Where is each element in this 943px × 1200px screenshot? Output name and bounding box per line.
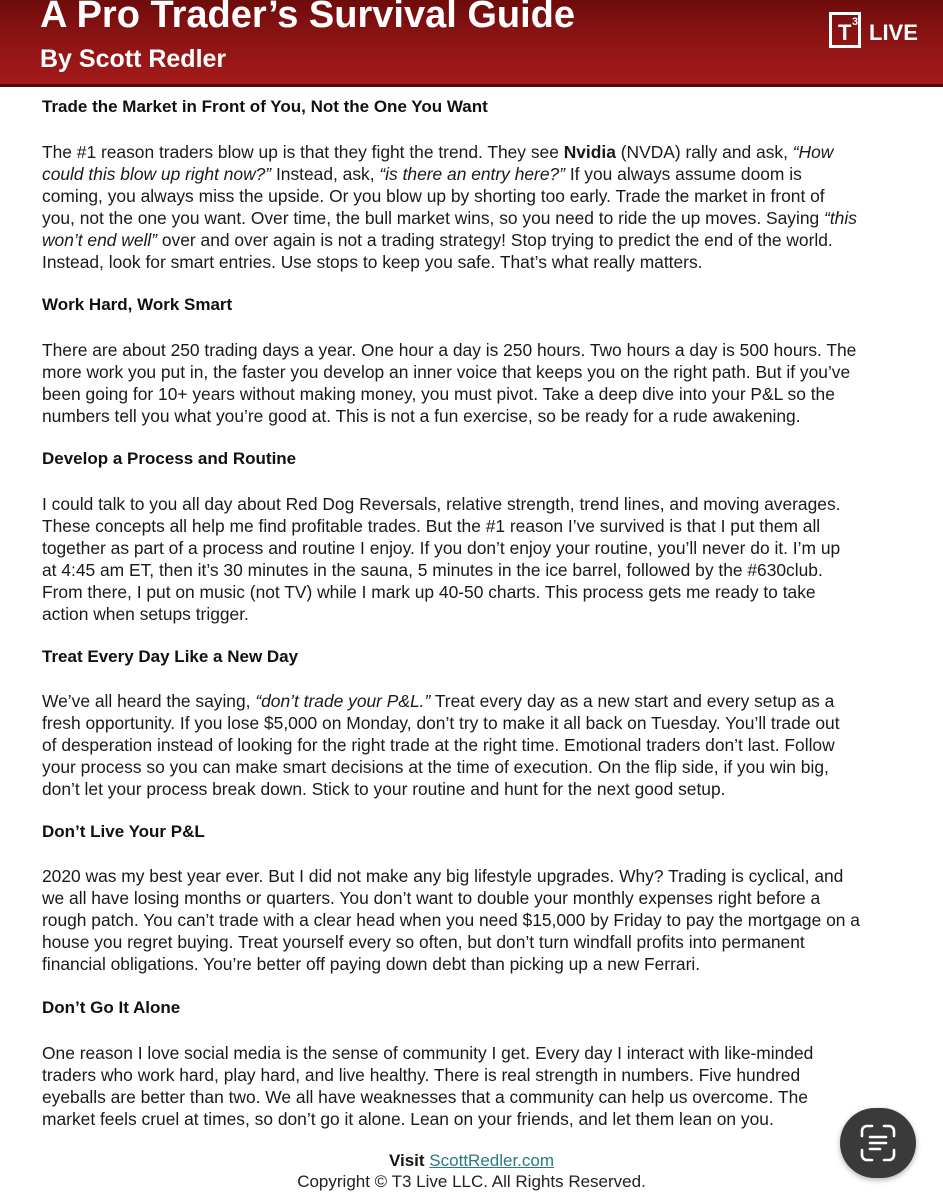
author-byline: By Scott Redler bbox=[40, 45, 227, 73]
text-run: We’ve all heard the saying, bbox=[42, 691, 256, 711]
paragraph-line: we all have losing months or quarters. You don’t want to double your monthly expenses right before a bbox=[42, 888, 821, 908]
section-body-work-hard bbox=[42, 339, 904, 427]
paragraph-line: action when setups trigger. bbox=[42, 604, 249, 624]
paragraph-line: market feels cruel at times, so don’t go it alone. Lean on your friends, and let them lean on you. bbox=[42, 1109, 774, 1129]
section-body-trade-market bbox=[42, 141, 904, 273]
text-run-italic: “don’t trade your P&L.” bbox=[255, 691, 431, 711]
paragraph-line: eyeballs are better than two. We all have weaknesses that a community can help us overcome. The bbox=[42, 1087, 808, 1107]
text-run-italic: won’t end well” bbox=[42, 230, 158, 250]
paragraph-line bbox=[42, 690, 904, 712]
paragraph-line: of desperation instead of looking for the right trade at the right time. Emotional traders don’t last. Follow bbox=[42, 735, 835, 755]
paragraph-line: 2020 was my best year ever. But I did not make any big lifestyle upgrades. Why? Trading is cyclical, and bbox=[42, 866, 844, 886]
text-run-italic: “is there an entry here?” bbox=[379, 164, 565, 184]
text-run: Treat every day as a new start and every setup as a bbox=[430, 691, 835, 711]
section-title-go-alone: Don’t Go It Alone bbox=[42, 998, 181, 1017]
text-run-italic: could this blow up right now?” bbox=[42, 164, 272, 184]
copyright-notice: Copyright © T3 Live LLC. All Rights Reserved. bbox=[297, 1172, 646, 1191]
paragraph-line: coming, you always miss the upside. Or you blow up by shorting too early. Trade the market in front of bbox=[42, 186, 825, 206]
paragraph-line bbox=[42, 229, 904, 251]
section-body-live-pl bbox=[42, 865, 904, 975]
paragraph-line: together as part of a process and routine I enjoy. If you don’t enjoy your routine, you’ll never do it. I’m up bbox=[42, 538, 841, 558]
text-run: The #1 reason traders blow up is that they fight the trend. They see bbox=[42, 142, 564, 162]
paragraph-line bbox=[42, 207, 904, 229]
paragraph-line: don’t let your process break down. Stick to your routine and hunt for the next good setup. bbox=[42, 779, 726, 799]
paragraph-line: your process so you can make smart decisions at the time of execution. On the flip side, if you win big, bbox=[42, 757, 829, 777]
paragraph-line: Instead, look for smart entries. Use stops to keep you safe. That’s what really matters. bbox=[42, 252, 703, 272]
paragraph-line: One reason I love social media is the sense of community I get. Every day I interact with like-minded bbox=[42, 1043, 814, 1063]
text-run-italic: “this bbox=[824, 208, 857, 228]
logo-superscript: 3 bbox=[852, 16, 859, 28]
page-title: A Pro Trader’s Survival Guide bbox=[40, 0, 576, 36]
paragraph-line bbox=[42, 141, 904, 163]
paragraph-line: house you regret buying. Treat yourself every so often, but don’t turn windfall profits into permanent bbox=[42, 932, 805, 952]
section-body-process-routine bbox=[42, 493, 904, 625]
section-title-live-pl: Don’t Live Your P&L bbox=[42, 822, 205, 841]
paragraph-line: These concepts all help me find profitable trades. But the #1 reason I’ve survived is that I put them all bbox=[42, 516, 821, 536]
logo-mark: T bbox=[838, 20, 852, 45]
paragraph-line: rough patch. You can’t trade with a clear head when you need $15,000 by Friday to pay the mortgage on a bbox=[42, 910, 860, 930]
section-body-go-alone bbox=[42, 1042, 904, 1130]
paragraph-line: numbers tell you what you’re good at. This is not a fun exercise, so be ready for a rude awakening. bbox=[42, 406, 801, 426]
text-run-bold: Nvidia bbox=[563, 142, 616, 162]
section-body-new-day bbox=[42, 690, 904, 800]
paragraph-line: traders who work hard, play hard, and live healthy. There is real strength in numbers. Five hundred bbox=[42, 1065, 801, 1085]
paragraph-line: There are about 250 trading days a year. One hour a day is 250 hours. Two hours a day is 500 hours. The bbox=[42, 340, 857, 360]
scan-text-button[interactable] bbox=[840, 1108, 916, 1178]
paragraph-line: at 4:45 am ET, then it’s 30 minutes in the sauna, 5 minutes in the ice barrel, followed by the #630club. bbox=[42, 560, 823, 580]
text-run: you, not the one you want. Over time, the bull market wins, so you need to ride the up moves. Saying bbox=[42, 208, 825, 228]
paragraph-line: fresh opportunity. If you lose $5,000 on Monday, don’t try to make it all back on Tuesday. You’ll trade out bbox=[42, 713, 840, 733]
section-title-new-day: Treat Every Day Like a New Day bbox=[42, 647, 299, 666]
text-run: Instead, ask, bbox=[271, 164, 380, 184]
text-run: If you always assume doom is bbox=[564, 164, 802, 184]
paragraph-line: financial obligations. You’re better off paying down debt than picking up a new Ferrari. bbox=[42, 954, 701, 974]
paragraph-line: more work you put in, the faster you develop an inner voice that keeps you on the right path. But if you’ve bbox=[42, 362, 851, 382]
section-title-work-hard: Work Hard, Work Smart bbox=[42, 295, 233, 314]
text-run: over and over again is not a trading strategy! Stop trying to predict the end of the world. bbox=[157, 230, 833, 250]
paragraph-line: I could talk to you all day about Red Dog Reversals, relative strength, trend lines, and moving averages. bbox=[42, 494, 841, 514]
text-run-italic: “How bbox=[792, 142, 834, 162]
logo-word: LIVE bbox=[869, 20, 918, 45]
paragraph-line bbox=[42, 163, 904, 185]
website-link[interactable]: ScottRedler.com bbox=[429, 1151, 555, 1170]
footer-visit bbox=[0, 1151, 943, 1171]
paragraph-line: From there, I put on music (not TV) while I mark up 40-50 charts. This process gets me ready to take bbox=[42, 582, 816, 602]
paragraph-line: been going for 10+ years without making money, you must pivot. Take a deep dive into your P&L so the bbox=[42, 384, 835, 404]
section-title-trade-market: Trade the Market in Front of You, Not the One You Want bbox=[42, 97, 488, 116]
scan-text-icon bbox=[840, 1108, 916, 1178]
section-title-process-routine: Develop a Process and Routine bbox=[42, 449, 297, 468]
visit-label: Visit bbox=[388, 1151, 425, 1170]
text-run: (NVDA) rally and ask, bbox=[615, 142, 793, 162]
